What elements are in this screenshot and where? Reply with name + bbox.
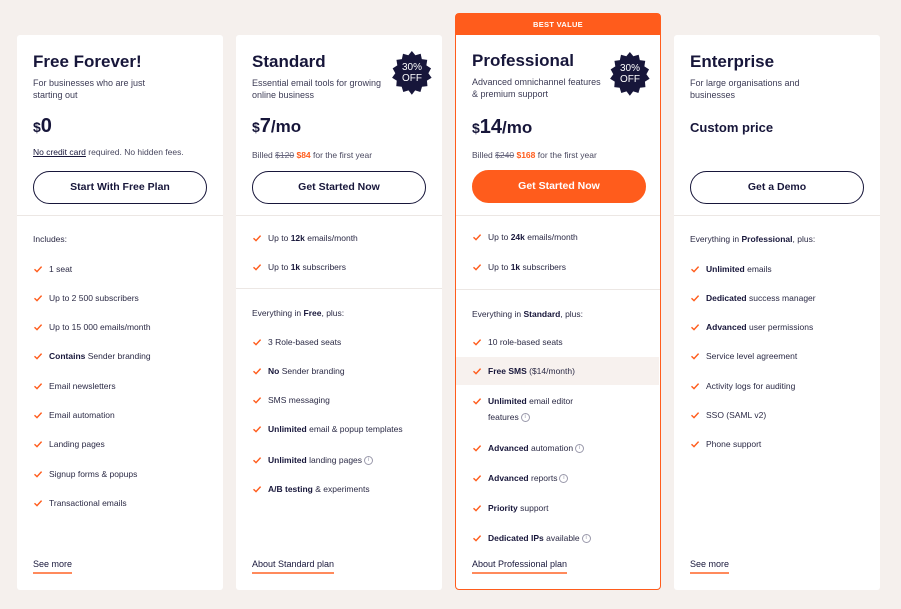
check-icon — [33, 351, 43, 361]
feature-text: 10 role-based seats — [488, 337, 563, 347]
check-icon — [252, 395, 262, 405]
check-icon — [690, 410, 700, 420]
check-icon — [472, 396, 482, 406]
feature-rest: Sender branding — [87, 351, 151, 361]
divider — [236, 288, 442, 289]
plan-price — [33, 115, 52, 138]
feature-post: subscribers — [520, 262, 566, 272]
check-icon — [33, 293, 43, 303]
new-price: $84 — [296, 150, 311, 160]
feature-rest: Sender branding — [279, 366, 345, 376]
plan-title: Free Forever! — [33, 52, 142, 71]
price-note — [33, 147, 184, 157]
plan-description: For large organisations and businesses — [690, 78, 800, 100]
best-value-banner: BEST VALUE — [456, 14, 660, 35]
divider — [456, 215, 660, 216]
price-period: /mo — [502, 118, 533, 137]
divider — [674, 215, 880, 216]
discount-badge — [608, 52, 652, 96]
feature-post: subscribers — [300, 262, 346, 272]
feature-pre: Up to — [268, 233, 291, 243]
plan-price — [472, 116, 532, 139]
discount-badge — [390, 51, 434, 95]
feature-text: Activity logs for auditing — [706, 381, 796, 391]
feature-pre: Up to — [488, 232, 511, 242]
section-pre: Everything in — [472, 309, 524, 319]
feature-text: Email automation — [49, 410, 115, 420]
price-note-text: required. No hidden fees. — [85, 147, 184, 157]
plan-card-free — [17, 35, 223, 590]
info-icon[interactable]: i — [364, 456, 373, 465]
feature-pre: Up to — [268, 262, 291, 272]
check-icon — [472, 533, 482, 543]
feature-text: Up to 2 500 subscribers — [49, 293, 139, 303]
price-amount: 14 — [479, 116, 503, 138]
check-icon — [252, 424, 262, 434]
feature-text — [49, 348, 209, 364]
check-icon — [472, 262, 482, 272]
feature-bold: 1k — [510, 262, 521, 272]
check-icon — [472, 473, 482, 483]
info-icon[interactable]: i — [575, 444, 584, 453]
feature-bold: Advanced — [488, 443, 529, 453]
check-icon — [252, 366, 262, 376]
feature-bold: Advanced — [488, 473, 529, 483]
feature-text — [488, 229, 648, 245]
divider — [17, 215, 223, 216]
feature-text: Phone support — [706, 439, 762, 449]
feature-pre: Up to — [488, 262, 511, 272]
section-bold: Professional — [741, 234, 793, 244]
check-icon — [33, 381, 43, 391]
section-bold: Standard — [523, 309, 561, 319]
feature-text — [268, 452, 428, 468]
check-icon — [252, 337, 262, 347]
feature-bold: Dedicated IPs — [488, 533, 544, 543]
feature-text: Transactional emails — [49, 498, 127, 508]
feature-bold: Unlimited — [706, 264, 745, 274]
check-icon — [33, 264, 43, 274]
check-icon — [472, 443, 482, 453]
get-a-demo-button[interactable]: Get a Demo — [690, 171, 864, 204]
badge-percent: 30% — [401, 62, 422, 73]
feature-post: emails/month — [304, 233, 358, 243]
badge-off: OFF — [620, 74, 640, 85]
plan-description: Advanced omnichannel features & premium support — [472, 77, 601, 99]
old-price: $240 — [495, 150, 515, 160]
feature-text: Landing pages — [49, 439, 105, 449]
check-icon — [33, 410, 43, 420]
feature-text — [488, 363, 648, 379]
plan-title: Professional — [472, 51, 575, 70]
plan-card-enterprise — [674, 35, 880, 590]
plan-price — [252, 115, 301, 138]
feature-rest: landing pages — [306, 455, 363, 465]
currency-symbol: $ — [252, 119, 260, 135]
check-icon — [33, 439, 43, 449]
price-amount: 0 — [40, 115, 52, 137]
feature-rest: emails — [744, 264, 772, 274]
check-icon — [690, 439, 700, 449]
check-icon — [472, 366, 482, 376]
feature-bold: Contains — [49, 351, 86, 361]
new-price: $168 — [516, 150, 536, 160]
check-icon — [690, 381, 700, 391]
feature-bold: Advanced — [706, 322, 747, 332]
billed-period: for the first year — [313, 150, 373, 160]
start-free-plan-button[interactable]: Start With Free Plan — [33, 171, 207, 204]
feature-text: Signup forms & popups — [49, 469, 138, 479]
feature-rest: available — [543, 533, 580, 543]
check-icon — [472, 232, 482, 242]
feature-text — [706, 261, 866, 277]
feature-rest: reports — [528, 473, 558, 483]
plan-description: Essential email tools for growing online business — [252, 78, 382, 100]
feature-text — [706, 290, 866, 306]
feature-rest: ($14/month) — [526, 366, 575, 376]
feature-rest: & experiments — [312, 484, 370, 494]
check-icon — [690, 351, 700, 361]
feature-text — [268, 481, 428, 497]
feature-text — [268, 230, 428, 246]
feature-bold: Unlimited — [268, 424, 307, 434]
feature-bold: Dedicated — [706, 293, 747, 303]
feature-text: Email newsletters — [49, 381, 116, 391]
see-more-link[interactable]: See more — [690, 559, 729, 574]
check-icon — [252, 233, 262, 243]
check-icon — [252, 262, 262, 272]
billing-note — [252, 150, 372, 160]
currency-symbol: $ — [472, 120, 480, 136]
check-icon — [252, 484, 262, 494]
check-icon — [33, 322, 43, 332]
plan-card-professional — [455, 13, 661, 590]
price-period: /mo — [270, 117, 302, 136]
price-amount: 7 — [259, 115, 271, 137]
plan-description: For businesses who are just starting out — [33, 78, 146, 100]
check-icon — [690, 293, 700, 303]
check-icon — [252, 455, 262, 465]
info-icon[interactable]: i — [521, 413, 530, 422]
feature-text — [268, 421, 428, 437]
section-heading — [690, 234, 815, 244]
feature-rest: success manager — [746, 293, 816, 303]
feature-bold: Unlimited — [268, 455, 307, 465]
feature-rest: email & popup templates — [306, 424, 403, 434]
section-heading: Includes: — [33, 234, 68, 244]
section-pre: Everything in — [252, 308, 304, 318]
feature-bold: 24k — [510, 232, 525, 242]
feature-text: 1 seat — [49, 264, 73, 274]
feature-bold: 12k — [290, 233, 305, 243]
see-more-link[interactable]: See more — [33, 559, 72, 574]
section-heading — [472, 309, 583, 319]
feature-bold: No — [268, 366, 280, 376]
feature-text: Service level agreement — [706, 351, 798, 361]
check-icon — [472, 503, 482, 513]
plan-card-standard — [236, 35, 442, 590]
check-icon — [33, 469, 43, 479]
section-post: , plus: — [560, 309, 584, 319]
feature-rest: email editor — [526, 396, 574, 406]
feature-text — [268, 363, 428, 379]
section-post: , plus: — [321, 308, 345, 318]
section-bold: Free — [303, 308, 322, 318]
plan-title: Standard — [252, 52, 326, 71]
feature-item-highlighted — [456, 357, 659, 385]
get-started-standard-button[interactable]: Get Started Now — [252, 171, 426, 204]
about-standard-plan-link[interactable]: About Standard plan — [252, 559, 334, 574]
feature-bold: 1k — [290, 262, 301, 272]
section-pre: Everything in — [690, 234, 742, 244]
feature-text — [268, 259, 428, 275]
feature-text: SSO (SAML v2) — [706, 410, 767, 420]
check-icon — [33, 498, 43, 508]
feature-text — [488, 470, 648, 486]
currency-symbol: $ — [33, 119, 41, 135]
section-heading — [252, 308, 344, 318]
badge-text — [608, 63, 652, 85]
feature-text — [488, 393, 648, 425]
feature-text: Up to 15 000 emails/month — [49, 322, 151, 332]
badge-off: OFF — [402, 73, 422, 84]
feature-text — [488, 259, 648, 275]
no-credit-card-link[interactable]: No credit card — [33, 147, 86, 157]
divider — [456, 289, 660, 290]
old-price: $120 — [275, 150, 295, 160]
feature-bold: Priority — [488, 503, 518, 513]
billing-note — [472, 150, 597, 160]
section-post: , plus: — [792, 234, 816, 244]
billed-label: Billed — [252, 150, 273, 160]
feature-bold: A/B testing — [268, 484, 313, 494]
feature-bold: Free SMS — [488, 366, 527, 376]
feature-rest: user permissions — [746, 322, 814, 332]
badge-text — [390, 62, 434, 84]
check-icon — [690, 322, 700, 332]
check-icon — [690, 264, 700, 274]
feature-rest: support — [517, 503, 549, 513]
feature-text — [488, 530, 648, 546]
feature-text — [706, 319, 866, 335]
feature-post: emails/month — [524, 232, 578, 242]
plan-title: Enterprise — [690, 52, 775, 71]
billed-period: for the first year — [537, 150, 597, 160]
feature-text — [488, 500, 648, 516]
check-icon — [472, 337, 482, 347]
custom-price: Custom price — [690, 120, 774, 135]
feature-text: SMS messaging — [268, 395, 330, 405]
feature-text: 3 Role-based seats — [268, 337, 342, 347]
badge-percent: 30% — [619, 63, 640, 74]
divider — [236, 215, 442, 216]
info-icon[interactable]: i — [559, 474, 568, 483]
feature-bold: Unlimited — [488, 396, 527, 406]
info-icon[interactable]: i — [582, 534, 591, 543]
feature-text — [488, 440, 648, 456]
billed-label: Billed — [472, 150, 493, 160]
get-started-professional-button[interactable]: Get Started Now — [472, 170, 646, 203]
about-professional-plan-link[interactable]: About Professional plan — [472, 559, 567, 574]
feature-rest: automation — [528, 443, 574, 453]
feature-line2: features — [488, 412, 519, 422]
